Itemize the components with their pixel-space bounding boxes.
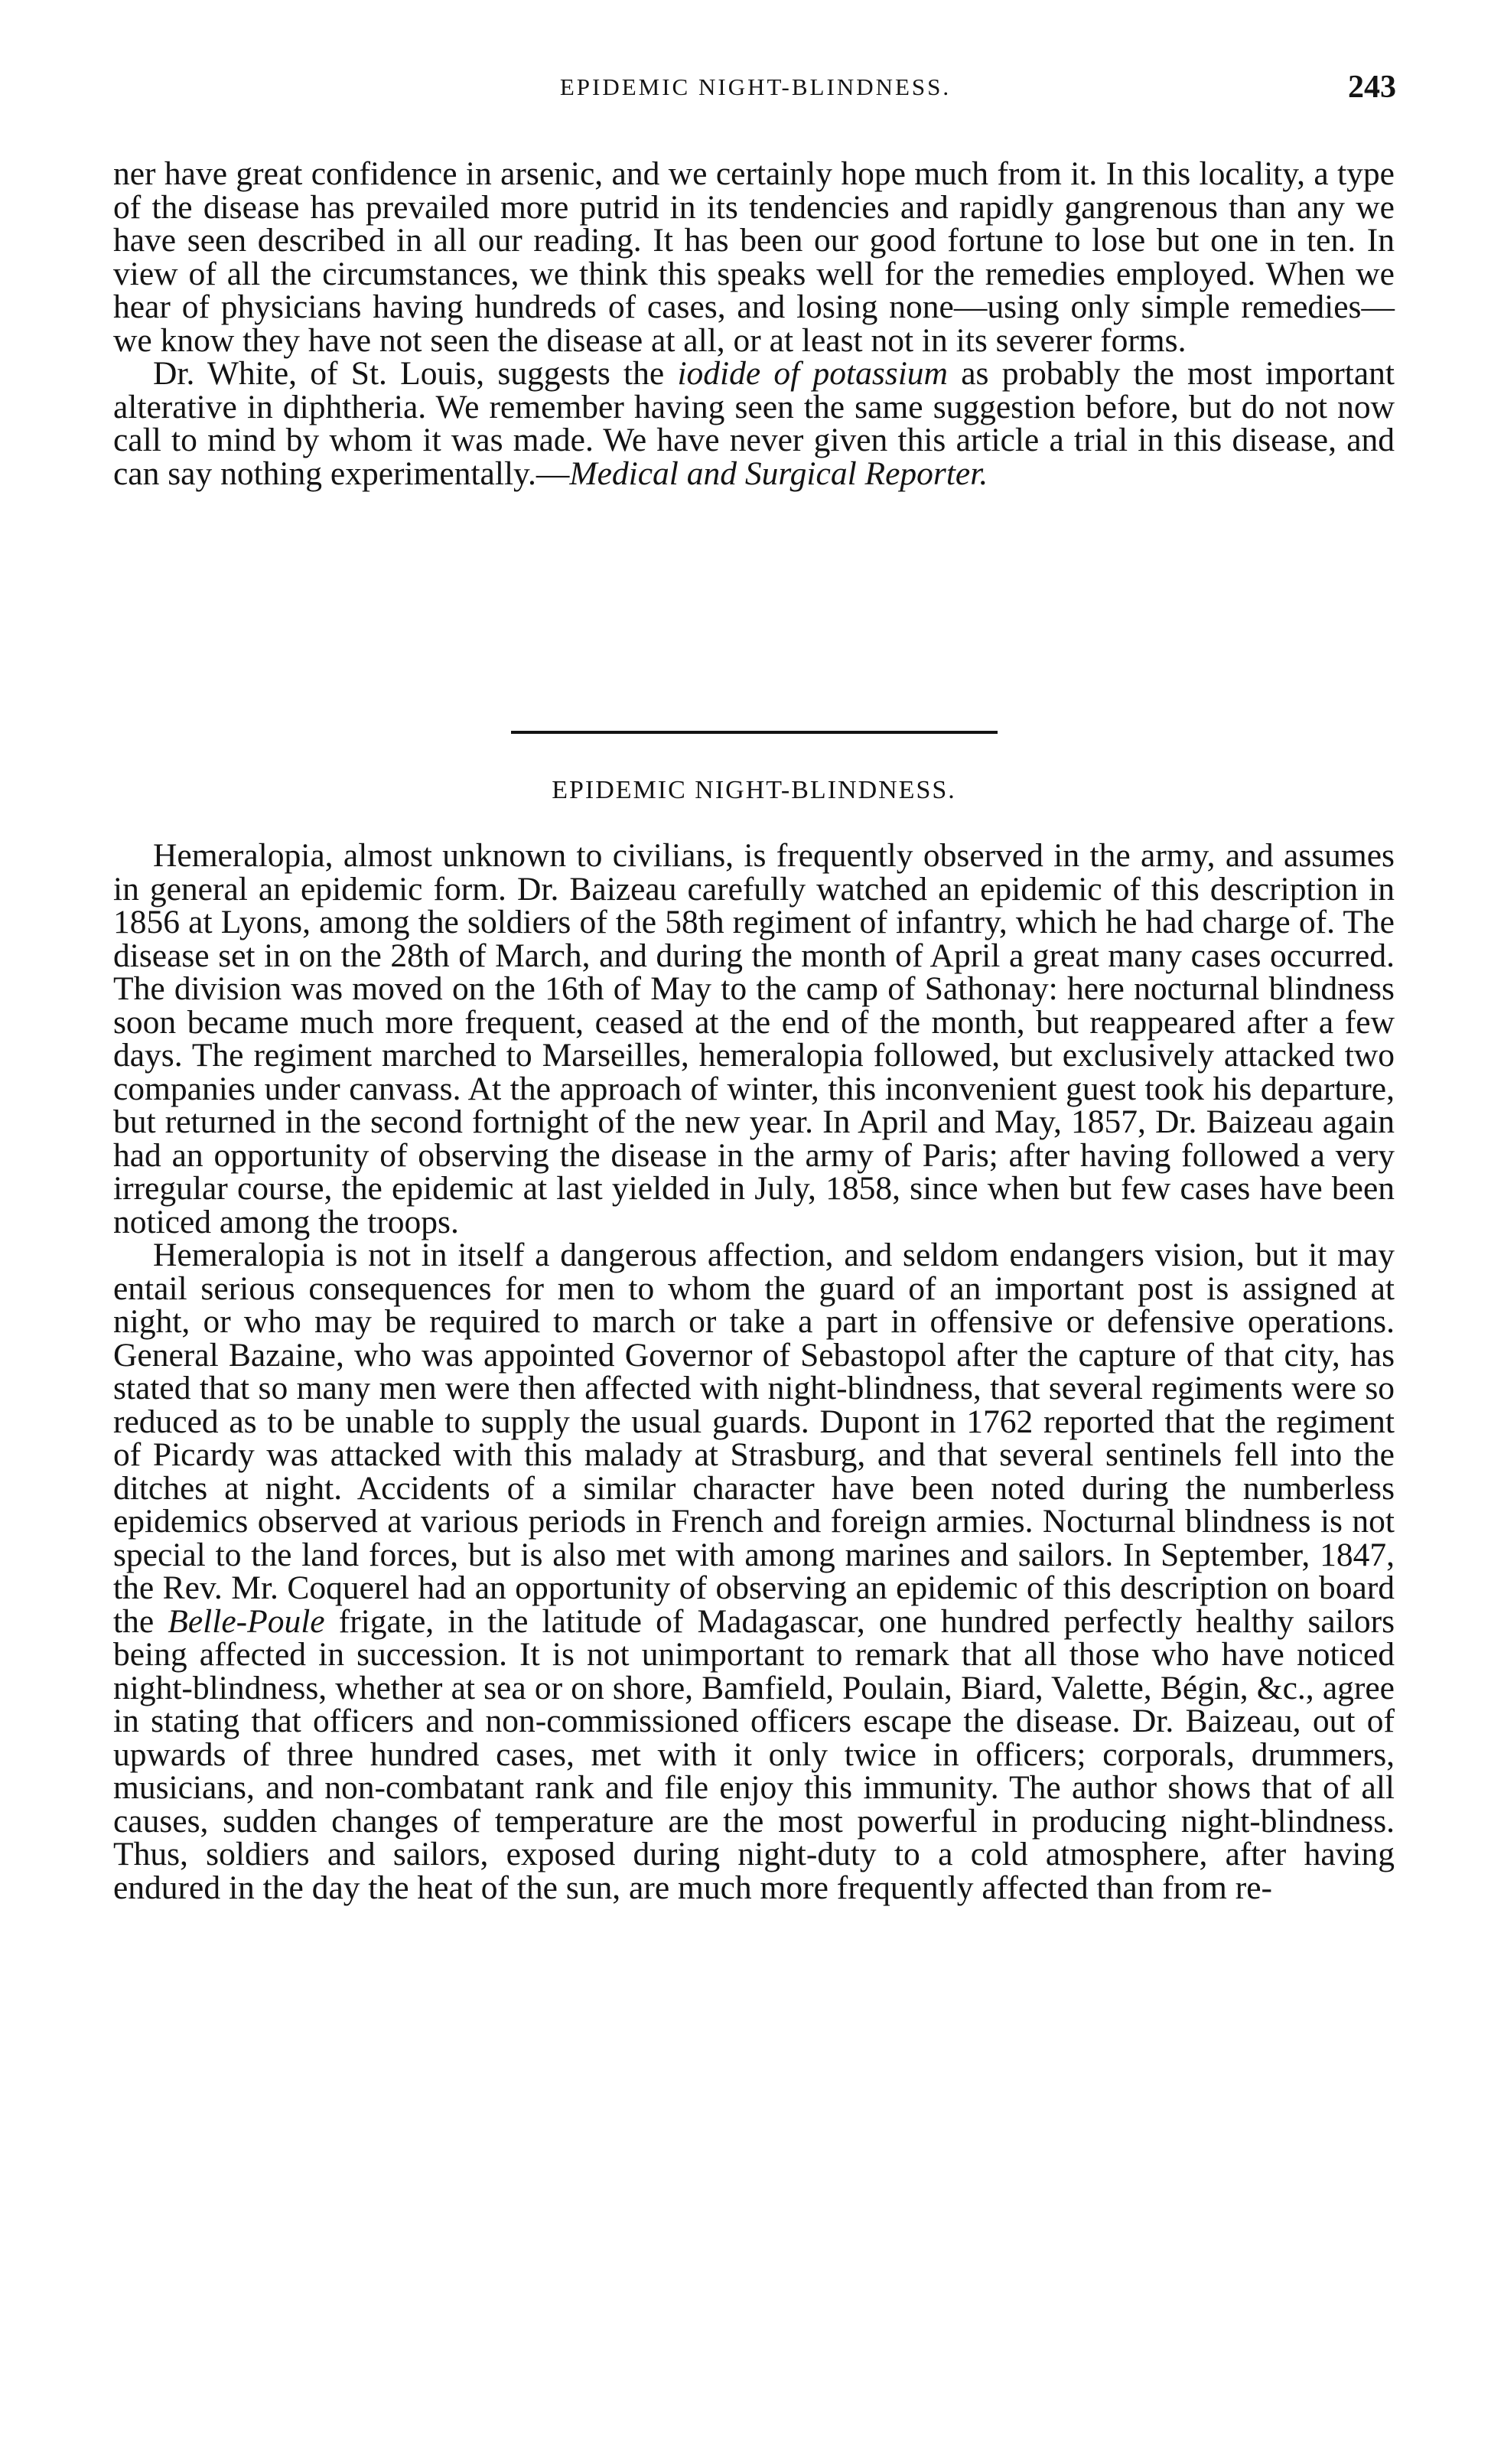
ship-name: Belle-Poule: [168, 1602, 325, 1640]
article-title: EPIDEMIC NIGHT-BLINDNESS.: [552, 776, 956, 804]
preceding-article-text: [113, 155, 1395, 492]
page-number: 243: [1348, 70, 1396, 105]
italic-term: iodide of potassium: [677, 355, 948, 392]
source-citation: Medical and Surgical Reporter.: [569, 455, 988, 492]
preceding-paragraph: [113, 155, 1395, 359]
article-paragraph-text: Hemeralopia, almost unknown to civilians, is frequently observed in the army, and assumes in general an epidemic form. Dr. Baizeau carefully watched an epidemic of this description in 1856 at Lyons, among the soldiers of the 58th regiment of infantry, which he had charge of. The disease set in on the 28th of March, and during the month of April a great many cases occurred. The division was moved on the 16th of May to the camp of Sathonay: here nocturnal blindness soon became much more frequent, ceased at the end of the month, but reappeared after a few days. The regiment marched to Marseilles, hemeralopia followed, but exclusively attacked two companies under canvass. At the approach of winter, this inconvenient guest took his departure, but returned in the second fortnight of the new year. In April and May, 1857, Dr. Baizeau again had an opportunity of observing the disease in the army of Paris; after having followed a very irregular course, the epidemic at last yielded in July, 1858, since when but few cases have been noticed among the troops.: [113, 837, 1395, 1240]
article-text: [113, 839, 1395, 1905]
running-head: [115, 70, 1396, 119]
preceding-paragraph: [113, 357, 1395, 491]
article-paragraph: [113, 1239, 1395, 1905]
preceding-paragraph-text: Dr. White, of St. Louis, suggests the: [153, 355, 678, 392]
running-title: EPIDEMIC NIGHT-BLINDNESS.: [559, 73, 952, 100]
preceding-paragraph-text: ner have great confidence in arsenic, and we certainly hope much from it. In this locality, a type of the disease has prevailed more putrid in its tendencies and rapidly gangrenous than any we have seen described in all our reading. It has been our good fortune to lose but one in ten. In view of all the circumstances, we think this speaks well for the remedies employed. When we hear of physicians having hundreds of cases, and losing none—using only simple remedies—we know they have not seen the disease at all, or at least not in its severer forms.: [113, 155, 1395, 359]
section-divider-rule: [511, 731, 998, 734]
preceding-paragraph-text: as probably the most important alterative in diphtheria. We remember having seen the same suggestion before, but do not now call to mind by whom it was made. We have never given this article a trial in this disease, and can say nothing experimentally.—: [113, 355, 1395, 492]
article-paragraph-text: frigate, in the latitude of Madagascar, one hundred perfectly healthy sailors being affected in succession. It is not unimportant to remark that all those who have noticed night-blindness, whether at sea or on shore, Bamfield, Poulain, Biard, Valette, Bégin, &c., agree in stating that officers and non-commissioned officers escape the disease. Dr. Baizeau, out of upwards of three hundred cases, met with it only twice in officers; corporals, drummers, musicians, and non-combatant rank and file enjoy this immunity. The author shows that of all causes, sudden changes of temperature are the most powerful in producing night-blindness. Thus, soldiers and sailors, exposed during night-duty to a cold atmosphere, after having endured in the day the heat of the sun, are much more frequently affected than from re-: [113, 1602, 1395, 1906]
article-paragraph-text: Hemeralopia is not in itself a dangerous affection, and seldom endangers vision, but it may entail serious consequences for men to whom the guard of an important post is assigned at night, or who may be required to march or take a part in offensive or defensive operations. General Bazaine, who was appointed Governor of Sebastopol after the capture of that city, has stated that so many men were then affected with night-blindness, that several regiments were so reduced as to be unable to supply the usual guards. Dupont in 1762 reported that the regiment of Picardy was attacked with this malady at Strasburg, and that several sentinels fell into the ditches at night. Accidents of a similar character have been noted during the numberless epidemics observed at various periods in French and foreign armies. Nocturnal blindness is not special to the land forces, but is also met with among marines and sailors. In September, 1847, the Rev. Mr. Coquerel had an opportunity of observing an epidemic of this description on board the: [113, 1237, 1395, 1640]
article-paragraph: [113, 839, 1395, 1239]
